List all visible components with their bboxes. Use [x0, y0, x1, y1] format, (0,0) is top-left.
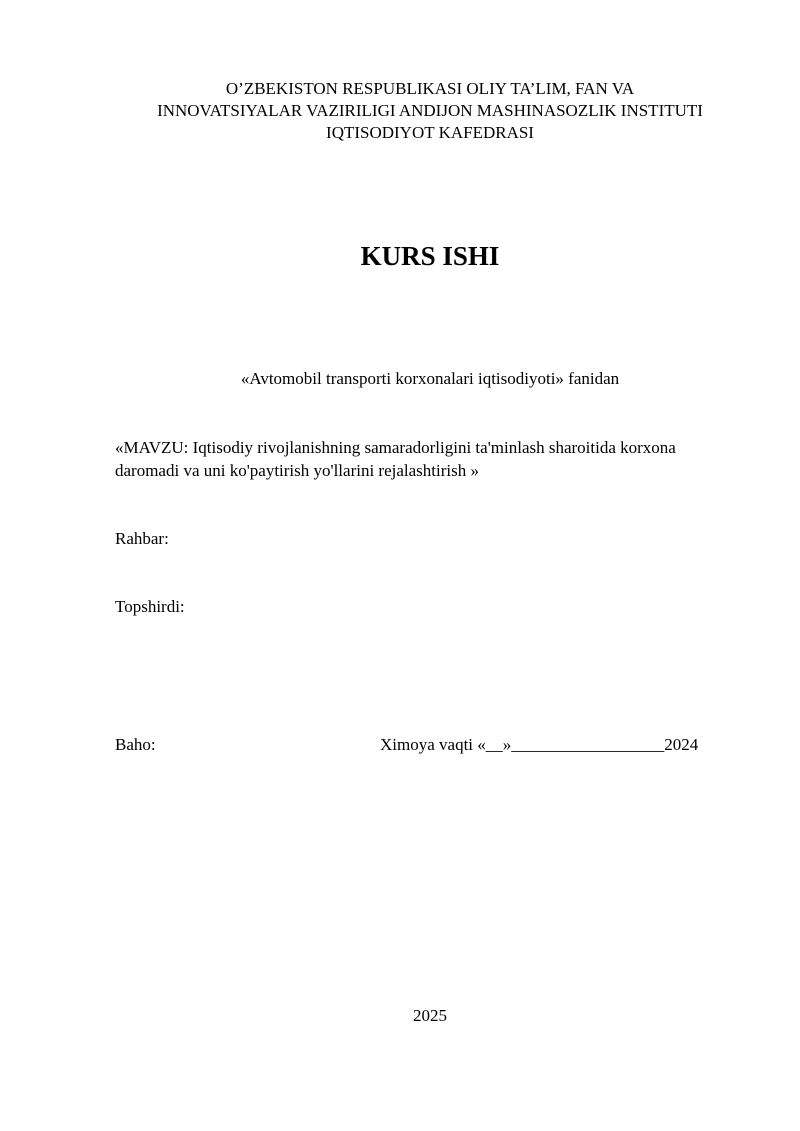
document-year: 2025: [413, 1006, 447, 1025]
submitted-by-label: Topshirdi:: [115, 597, 185, 616]
defense-date-line: Ximoya vaqti «__»__________________2024: [380, 735, 699, 754]
header-line-3: IQTISODIYOT KAFEDRASI: [326, 123, 534, 142]
institution-header: [100, 78, 760, 144]
document-title: KURS ISHI: [360, 241, 500, 271]
topic-line-2: daromadi va uni ko'paytirish yo'llarini rejalashtirish »: [115, 461, 479, 480]
subject-line: «Avtomobil transporti korxonalari iqtisodiyoti» fanidan: [240, 369, 620, 388]
header-line-1: O’ZBEKISTON RESPUBLIKASI OLIY TA’LIM, FAN VA: [225, 79, 635, 98]
supervisor-label: Rahbar:: [115, 529, 169, 548]
topic-line-1: «MAVZU: Iqtisodiy rivojlanishning samaradorligini ta'minlash sharoitida korxona: [115, 438, 676, 457]
grade-label: Baho:: [115, 735, 156, 754]
header-line-2: INNOVATSIYALAR VAZIRILIGI ANDIJON MASHINASOZLIK INSTITUTI: [157, 101, 703, 120]
topic-block: [115, 436, 755, 482]
